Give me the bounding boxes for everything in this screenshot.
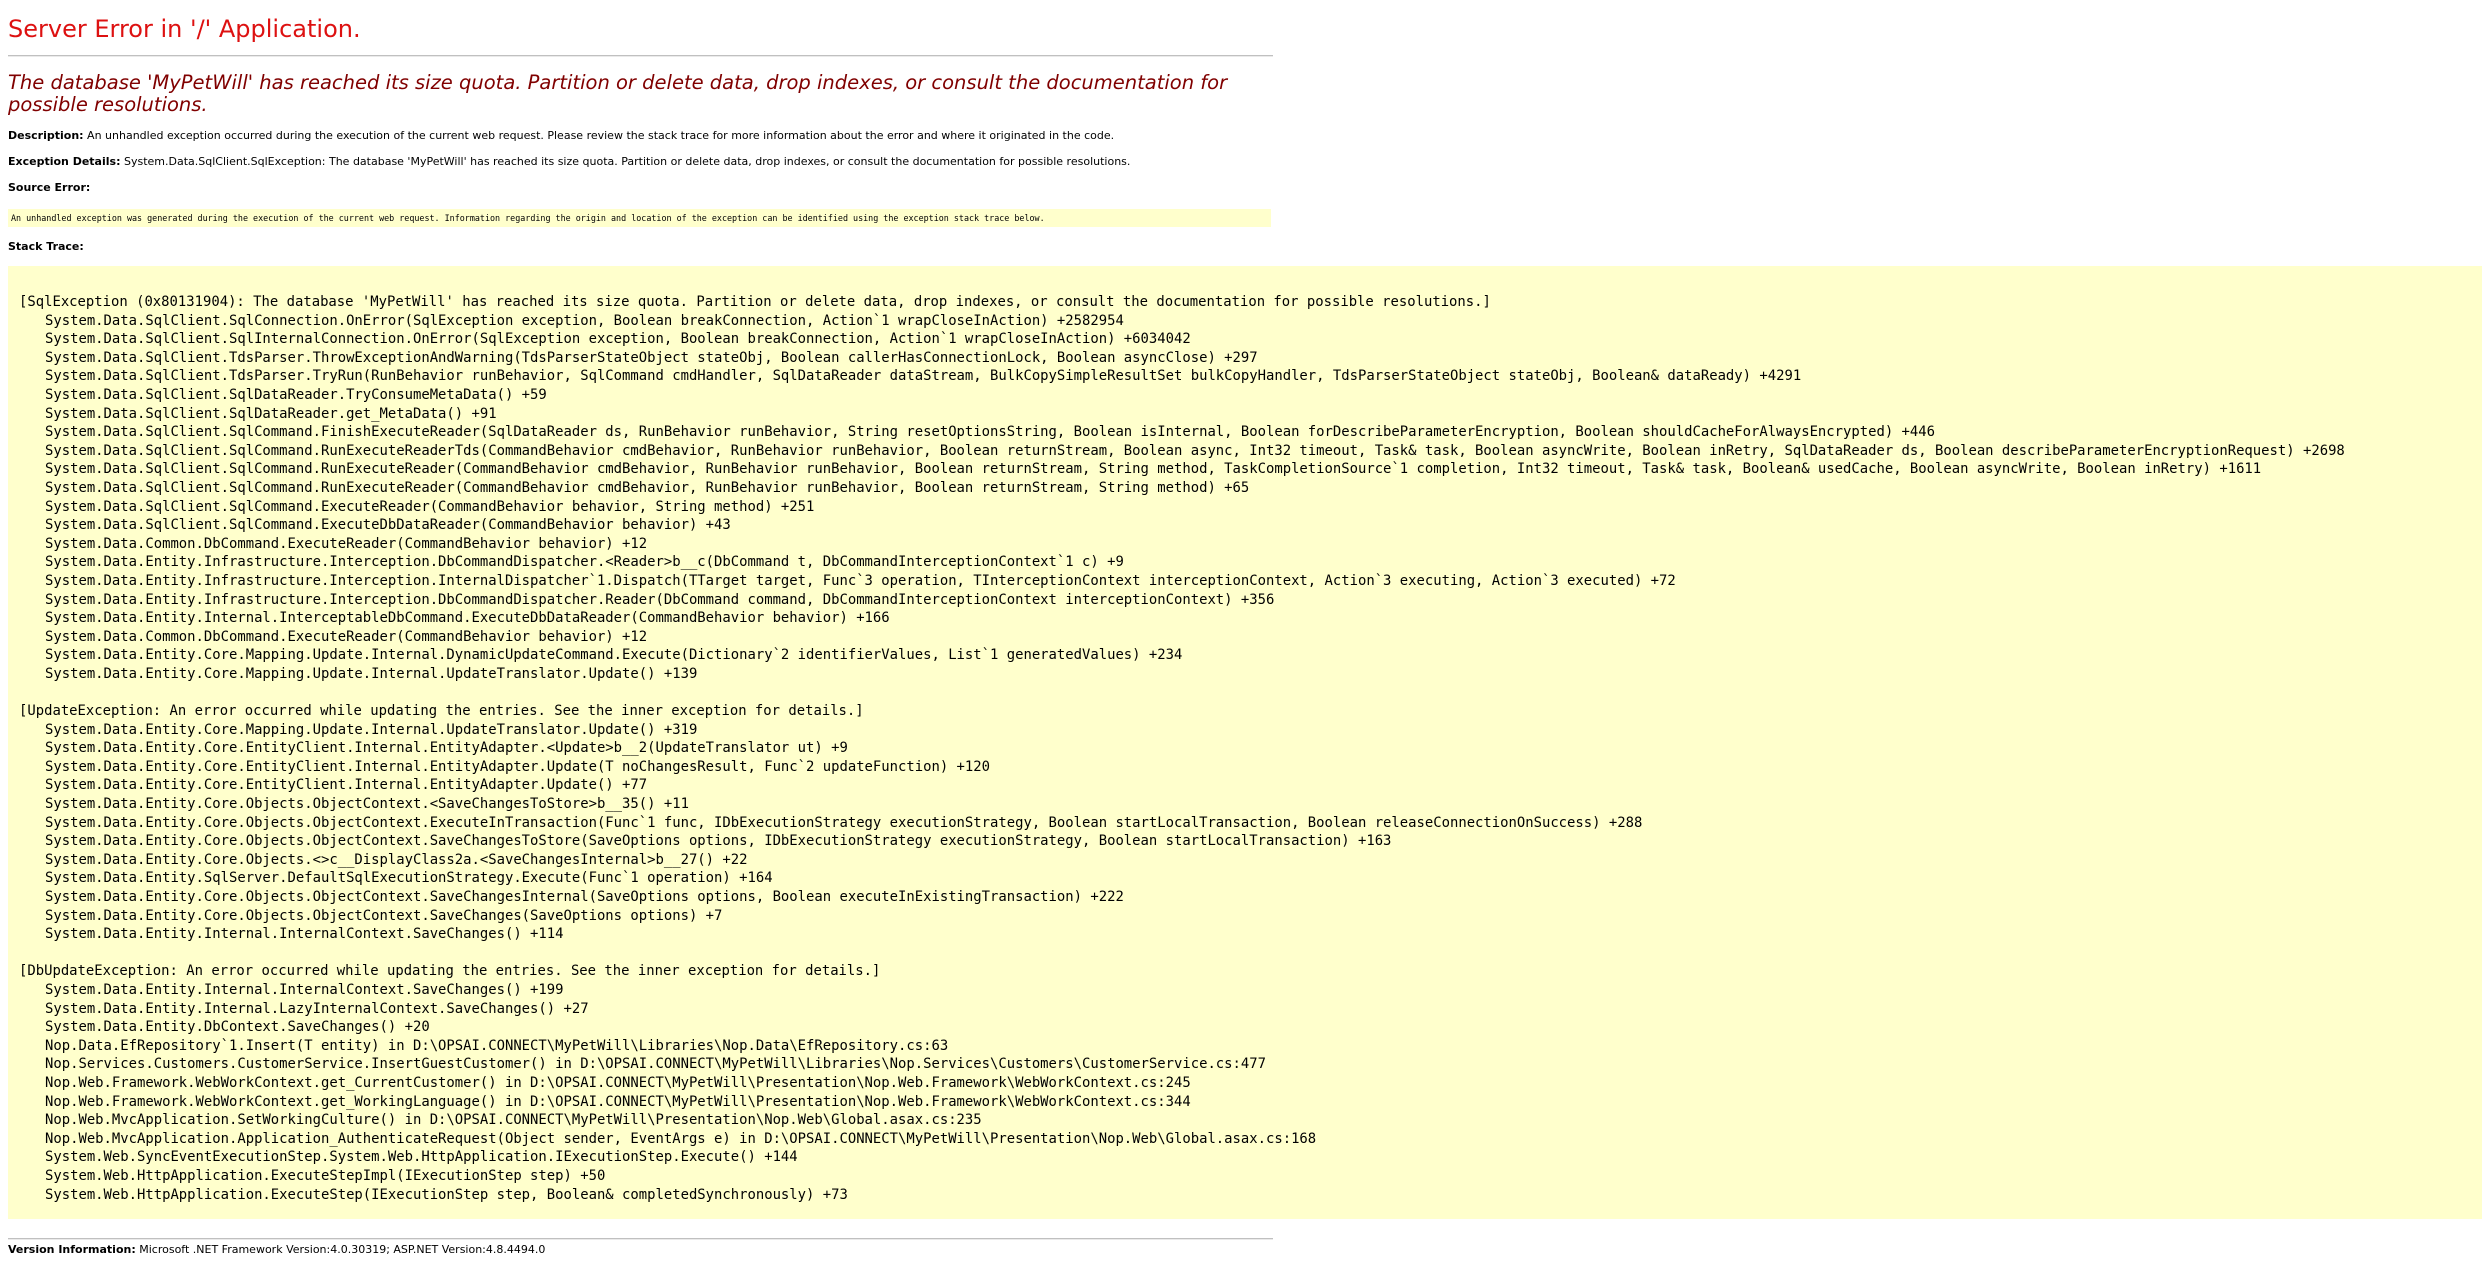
stack-frame: System.Data.Entity.Core.Objects.<>c__DisplayClass2a.<SaveChangesInternal>b__27() +22: [45, 851, 748, 868]
stack-frame: Nop.Web.MvcApplication.Application_AuthenticateRequest(Object sender, EventArgs e) in D:\OPSAI.CONNECT\MyPetWill\Presentation\Nop.Web\Global.asax.cs:168: [45, 1130, 1317, 1147]
exception-block: [19, 702, 2482, 944]
stack-frame: System.Data.Entity.Core.Objects.ObjectContext.SaveChangesToStore(SaveOptions options, IDbExecutionStrategy executionStrategy, Boolean startLocalTransaction) +163: [45, 833, 1392, 850]
stack-frame: System.Data.Entity.Infrastructure.Interception.DbCommandDispatcher.<Reader>b__c(DbCommand t, DbCommandInterceptionContext`1 c) +9: [45, 554, 1124, 571]
exception-block: [19, 293, 2482, 683]
stack-trace-box: [8, 266, 2482, 1219]
stack-frame: System.Web.HttpApplication.ExecuteStep(IExecutionStep step, Boolean& completedSynchronously) +73: [45, 1186, 848, 1203]
stack-frame: Nop.Web.Framework.WebWorkContext.get_CurrentCustomer() in D:\OPSAI.CONNECT\MyPetWill\Presentation\Nop.Web.Framework\WebWorkContext.cs:245: [45, 1074, 1191, 1091]
stack-frame: System.Data.SqlClient.SqlInternalConnection.OnError(SqlException exception, Boolean breakConnection, Action`1 wrapCloseInAction) +6034042: [45, 331, 1191, 348]
stack-frame: System.Data.SqlClient.TdsParser.TryRun(RunBehavior runBehavior, SqlCommand cmdHandler, SqlDataReader dataStream, BulkCopySimpleResultSet bulkCopyHandler, TdsParserStateObject stateObj, Boolean& dataReady) +4291: [45, 368, 1802, 385]
version-information: [8, 1243, 545, 1257]
stack-frame: System.Data.SqlClient.SqlDataReader.get_MetaData() +91: [45, 405, 497, 422]
stack-frame: System.Data.Entity.DbContext.SaveChanges() +20: [45, 1019, 430, 1036]
description: [8, 129, 1114, 143]
exception-header: [UpdateException: An error occurred while updating the entries. See the inner exception for details.]: [19, 703, 864, 720]
stack-frame: Nop.Web.MvcApplication.SetWorkingCulture() in D:\OPSAI.CONNECT\MyPetWill\Presentation\Nop.Web\Global.asax.cs:235: [45, 1112, 982, 1129]
exception-header: [SqlException (0x80131904): The database 'MyPetWill' has reached its size quota. Partition or delete data, drop indexes, or consult the documentation for possible resolutions.]: [19, 294, 1491, 310]
exception-details-label: Exception Details:: [8, 155, 121, 168]
description-label: Description:: [8, 129, 84, 142]
stack-frame: Nop.Services.Customers.CustomerService.InsertGuestCustomer() in D:\OPSAI.CONNECT\MyPetWill\Libraries\Nop.Services\Customers\CustomerService.cs:477: [45, 1056, 1266, 1073]
description-text: An unhandled exception occurred during the execution of the current web request. Please review the stack trace for more information about the error and where it originated in the code.: [87, 129, 1115, 142]
stack-frame: System.Data.Common.DbCommand.ExecuteReader(CommandBehavior behavior) +12: [45, 628, 648, 645]
stack-frame: System.Data.Entity.Internal.InterceptableDbCommand.ExecuteDbDataReader(CommandBehavior behavior) +166: [45, 610, 890, 627]
stack-frame: Nop.Web.Framework.WebWorkContext.get_WorkingLanguage() in D:\OPSAI.CONNECT\MyPetWill\Presentation\Nop.Web.Framework\WebWorkContext.cs:344: [45, 1093, 1191, 1110]
stack-frame: System.Data.Entity.Core.Objects.ObjectContext.ExecuteInTransaction(Func`1 func, IDbExecutionStrategy executionStrategy, Boolean startLocalTransaction, Boolean releaseConnectionOnSuccess) +288: [45, 814, 1643, 831]
error-message: The database 'MyPetWill' has reached its size quota. Partition or delete data, drop indexes, or consult the documentation for possible resolutions.: [8, 71, 1228, 116]
stack-frame: System.Data.Common.DbCommand.ExecuteReader(CommandBehavior behavior) +12: [45, 535, 648, 552]
stack-frame: System.Web.HttpApplication.ExecuteStepImpl(IExecutionStep step) +50: [45, 1167, 606, 1184]
stack-trace-label: Stack Trace:: [8, 240, 84, 253]
stack-frame: System.Data.SqlClient.SqlConnection.OnError(SqlException exception, Boolean breakConnection, Action`1 wrapCloseInAction) +2582954: [45, 312, 1124, 329]
source-error-box: An unhandled exception was generated during the execution of the current web request. Information regarding the origin and location of the exception can be identified using the exception stack trace below.: [8, 209, 1271, 227]
stack-frame: System.Data.Entity.SqlServer.DefaultSqlExecutionStrategy.Execute(Func`1 operation) +164: [45, 870, 773, 887]
stack-frame: System.Data.Entity.Core.Objects.ObjectContext.SaveChangesInternal(SaveOptions options, Boolean executeInExistingTransaction) +222: [45, 889, 1124, 905]
stack-frame: System.Data.SqlClient.SqlCommand.RunExecuteReaderTds(CommandBehavior cmdBehavior, RunBehavior runBehavior, Boolean returnStream, Boolean async, Int32 timeout, Task& task, Boolean asyncWrite, Boolean inRetry, SqlDataReader ds, Boolean describeParameterEncryptionRequest) +2698: [45, 442, 2345, 459]
stack-frame: System.Data.Entity.Core.EntityClient.Internal.EntityAdapter.Update() +77: [45, 777, 648, 794]
bottom-divider: [8, 1238, 1273, 1240]
stack-frame: System.Data.SqlClient.SqlCommand.ExecuteDbDataReader(CommandBehavior behavior) +43: [45, 517, 731, 534]
stack-frame: System.Data.SqlClient.SqlCommand.RunExecuteReader(CommandBehavior cmdBehavior, RunBehavior runBehavior, Boolean returnStream, String method) +65: [45, 479, 1250, 496]
stack-frame: System.Data.SqlClient.TdsParser.ThrowExceptionAndWarning(TdsParserStateObject stateObj, Boolean callerHasConnectionLock, Boolean asyncClose) +297: [45, 349, 1258, 366]
stack-frame: System.Data.Entity.Core.EntityClient.Internal.EntityAdapter.<Update>b__2(UpdateTranslator ut) +9: [45, 740, 848, 757]
exception-header: [DbUpdateException: An error occurred while updating the entries. See the inner exception for details.]: [19, 963, 881, 980]
stack-frame: System.Data.Entity.Infrastructure.Interception.DbCommandDispatcher.Reader(DbCommand command, DbCommandInterceptionContext interceptionContext) +356: [45, 591, 1275, 608]
stack-trace-heading: [8, 240, 84, 254]
stack-frame: System.Data.SqlClient.SqlCommand.ExecuteReader(CommandBehavior behavior, String method) +251: [45, 498, 815, 515]
exception-block: [19, 962, 2482, 1204]
stack-frame: System.Data.Entity.Core.Mapping.Update.Internal.DynamicUpdateCommand.Execute(Dictionary`2 identifierValues, List`1 generatedValues) +234: [45, 647, 1183, 664]
stack-frame: System.Data.SqlClient.SqlDataReader.TryConsumeMetaData() +59: [45, 386, 547, 403]
exception-details: [8, 155, 1130, 169]
stack-frame: System.Data.Entity.Internal.InternalContext.SaveChanges() +114: [45, 926, 564, 943]
stack-frame: System.Data.Entity.Internal.InternalContext.SaveChanges() +199: [45, 981, 564, 998]
stack-frame: System.Data.Entity.Core.Objects.ObjectContext.SaveChanges(SaveOptions options) +7: [45, 907, 723, 924]
stack-frame: System.Data.Entity.Core.EntityClient.Internal.EntityAdapter.Update(T noChangesResult, Func`2 updateFunction) +120: [45, 758, 991, 775]
stack-frame: System.Data.SqlClient.SqlCommand.FinishExecuteReader(SqlDataReader ds, RunBehavior runBehavior, String resetOptionsString, Boolean isInternal, Boolean forDescribeParameterEncryption, Boolean shouldCacheForAlwaysEncrypted) +446: [45, 424, 1936, 441]
stack-frame: System.Web.SyncEventExecutionStep.System.Web.HttpApplication.IExecutionStep.Execute() +144: [45, 1149, 798, 1166]
source-error-heading: [8, 181, 90, 195]
stack-frame: System.Data.Entity.Internal.LazyInternalContext.SaveChanges() +27: [45, 1000, 589, 1017]
stack-frame: System.Data.Entity.Core.Mapping.Update.Internal.UpdateTranslator.Update() +319: [45, 721, 698, 738]
stack-frame: Nop.Data.EfRepository`1.Insert(T entity) in D:\OPSAI.CONNECT\MyPetWill\Libraries\Nop.Data\EfRepository.cs:63: [45, 1037, 949, 1054]
stack-frame: System.Data.SqlClient.SqlCommand.RunExecuteReader(CommandBehavior cmdBehavior, RunBehavior runBehavior, Boolean returnStream, String method, TaskCompletionSource`1 completion, Int32 timeout, Task& task, Boolean& usedCache, Boolean asyncWrite, Boolean inRetry) +1611: [45, 461, 2262, 478]
stack-frame: System.Data.Entity.Core.Objects.ObjectContext.<SaveChangesToStore>b__35() +11: [45, 796, 689, 813]
top-divider: [8, 55, 1273, 57]
stack-frame: System.Data.Entity.Core.Mapping.Update.Internal.UpdateTranslator.Update() +139: [45, 665, 698, 682]
source-error-label: Source Error:: [8, 181, 91, 194]
version-information-text: Microsoft .NET Framework Version:4.0.30319; ASP.NET Version:4.8.4494.0: [139, 1243, 546, 1256]
version-information-label: Version Information:: [8, 1243, 136, 1256]
page-title: Server Error in '/' Application.: [8, 15, 361, 43]
exception-details-text: System.Data.SqlClient.SqlException: The database 'MyPetWill' has reached its size quota. Partition or delete data, drop indexes, or consult the documentation for possible resolutions.: [123, 155, 1131, 168]
stack-frame: System.Data.Entity.Infrastructure.Interception.InternalDispatcher`1.Dispatch(TTarget target, Func`3 operation, TInterceptionContext interceptionContext, Action`3 executing, Action`3 executed) +72: [45, 572, 1676, 589]
